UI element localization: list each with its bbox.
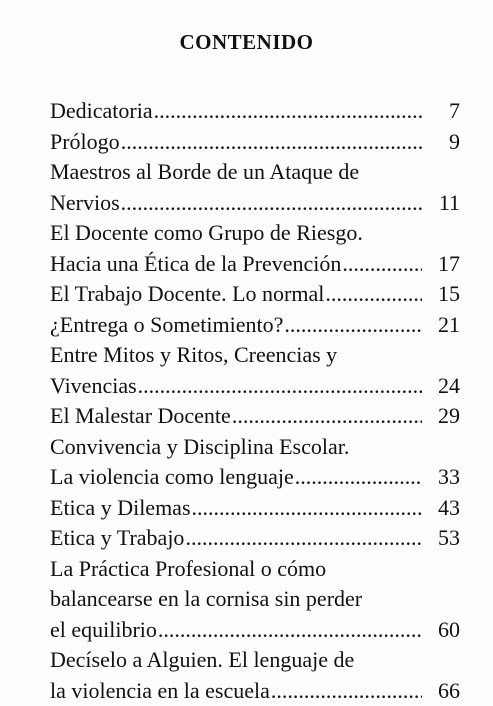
toc-entry-line [50,188,460,219]
toc-entry-line [50,96,460,127]
toc-entry-title: Vivencias [50,371,137,402]
dot-leader [295,462,422,493]
dot-leader [138,371,422,402]
dot-leader [121,127,422,158]
toc-entry-line [50,432,460,463]
toc-entry-line [50,493,460,524]
toc-entry [50,310,460,341]
toc-page-number: 66 [426,676,460,706]
toc-entry-title: Dedicatoria [50,96,153,127]
dot-leader [158,615,422,646]
toc-entry [50,157,460,218]
toc-page-number: 60 [426,615,460,646]
dot-leader [342,249,422,280]
toc-entry-title: Convivencia y Disciplina Escolar. [50,432,349,463]
toc-entry-line [50,523,460,554]
toc-entry-line [50,340,460,371]
dot-leader [185,523,422,554]
toc-entry-title: ¿Entrega o Sometimiento? [50,310,283,341]
toc-entry-title: la violencia en la escuela [50,676,270,706]
toc-entry-title: balancearse en la cornisa sin perder [50,584,362,615]
dot-leader [121,188,422,219]
toc-entry-line [50,310,460,341]
toc-entry-title: Nervios [50,188,120,219]
toc-entry-title: El Trabajo Docente. Lo normal [50,279,324,310]
toc-entry-title: Entre Mitos y Ritos, Creencias y [50,340,337,371]
toc-entry [50,493,460,524]
dot-leader [284,310,422,341]
toc-page-number: 15 [426,279,460,310]
toc-entry-line [50,127,460,158]
toc-page-number: 53 [426,523,460,554]
toc-entry-line [50,218,460,249]
toc-page-number: 7 [426,96,460,127]
toc-entry [50,218,460,279]
toc-page-number: 43 [426,493,460,524]
toc-entry-line [50,645,460,676]
toc-entry-title: Etica y Dilemas [50,493,191,524]
toc-page-number: 29 [426,401,460,432]
toc-entry-line [50,401,460,432]
toc-entry-title: Decíselo a Alguien. El lenguaje de [50,645,354,676]
toc-entry-title: Prólogo [50,127,120,158]
toc-entry-line [50,249,460,280]
toc-entry-title: Maestros al Borde de un Ataque de [50,157,359,188]
dot-leader [325,279,422,310]
dot-leader [271,676,422,706]
table-of-contents [50,96,460,706]
toc-entry [50,279,460,310]
dot-leader [232,401,422,432]
toc-entry-title: La Práctica Profesional o cómo [50,554,326,585]
toc-page-number: 33 [426,462,460,493]
toc-entry-line [50,615,460,646]
toc-entry-line [50,462,460,493]
toc-entry [50,401,460,432]
toc-entry-line [50,279,460,310]
toc-entry-title: El Docente como Grupo de Riesgo. [50,218,363,249]
dot-leader [192,493,422,524]
toc-entry [50,523,460,554]
toc-entry-title: El Malestar Docente [50,401,231,432]
toc-entry-line [50,584,460,615]
toc-entry-title: el equilibrio [50,615,157,646]
toc-entry [50,127,460,158]
toc-entry-title: Etica y Trabajo [50,523,184,554]
scan-artifact [236,688,262,698]
toc-page-number: 21 [426,310,460,341]
toc-page-number: 17 [426,249,460,280]
page-title: CONTENIDO [0,30,493,55]
toc-entry [50,340,460,401]
toc-entry [50,432,460,493]
toc-entry-line [50,371,460,402]
toc-entry-title: Hacia una Ética de la Prevención [50,249,341,280]
toc-entry-line [50,554,460,585]
toc-page-number: 24 [426,371,460,402]
toc-page-number: 11 [426,188,460,219]
toc-entry [50,554,460,646]
dot-leader [154,96,422,127]
toc-page-number: 9 [426,127,460,158]
toc-entry-title: La violencia como lenguaje [50,462,294,493]
toc-entry-line [50,157,460,188]
toc-entry [50,96,460,127]
